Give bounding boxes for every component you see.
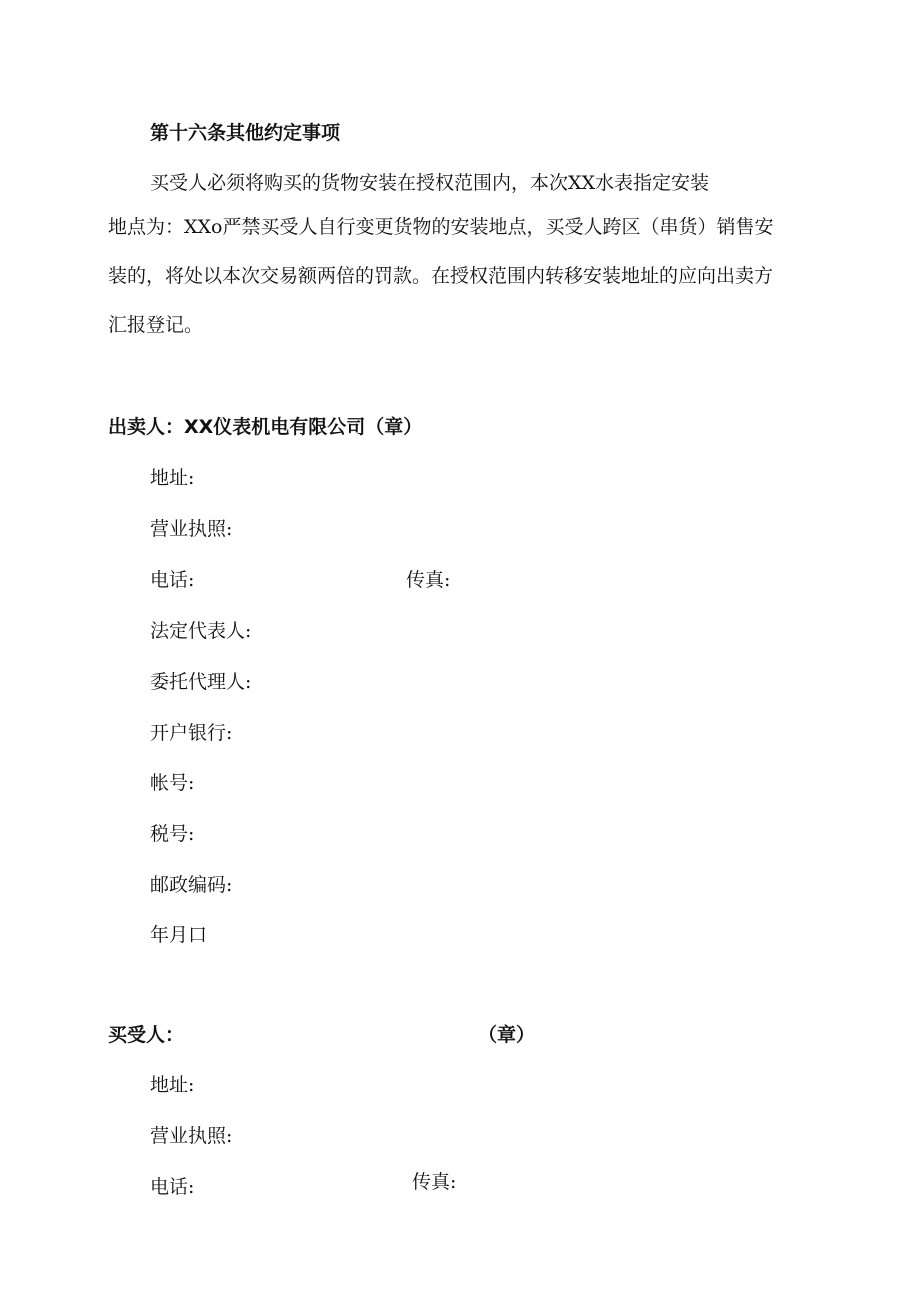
seller-tax-id-label: 税号:	[150, 823, 195, 845]
seller-date-label: 年月口	[150, 924, 208, 946]
seller-account-label: 帐号:	[150, 772, 195, 794]
seller-license-label: 营业执照:	[150, 518, 233, 540]
article-line-3: 装的，将处以本次交易额两倍的罚款。在授权范围内转移安装地址的应向出卖方	[108, 265, 774, 287]
seller-phone-label: 电话:	[150, 569, 195, 591]
article-line-1: 买受人必须将购买的货物安装在授权范围内，本次XX水表指定安装	[150, 172, 710, 194]
buyer-phone-label: 电话:	[150, 1176, 195, 1198]
article-title: 第十六条其他约定事项	[150, 122, 341, 144]
buyer-seal: （章）	[478, 1024, 536, 1046]
article-line-2: 地点为：XXo严禁买受人自行变更货物的安装地点，买受人跨区（串货）销售安	[108, 216, 774, 238]
buyer-address-label: 地址:	[150, 1074, 195, 1096]
seller-bank-label: 开户银行:	[150, 722, 233, 744]
seller-fax-label: 传真:	[406, 569, 451, 591]
buyer-fax-label: 传真:	[412, 1171, 457, 1193]
seller-heading: 出卖人：XX仪表机电有限公司（章）	[108, 416, 423, 438]
article-line-4: 汇报登记。	[108, 314, 204, 336]
seller-address-label: 地址:	[150, 467, 195, 489]
seller-postcode-label: 邮政编码:	[150, 874, 233, 896]
buyer-heading: 买受人：	[108, 1024, 185, 1046]
seller-agent-label: 委托代理人:	[150, 671, 252, 693]
buyer-license-label: 营业执照:	[150, 1125, 233, 1147]
seller-legal-rep-label: 法定代表人:	[150, 620, 252, 642]
